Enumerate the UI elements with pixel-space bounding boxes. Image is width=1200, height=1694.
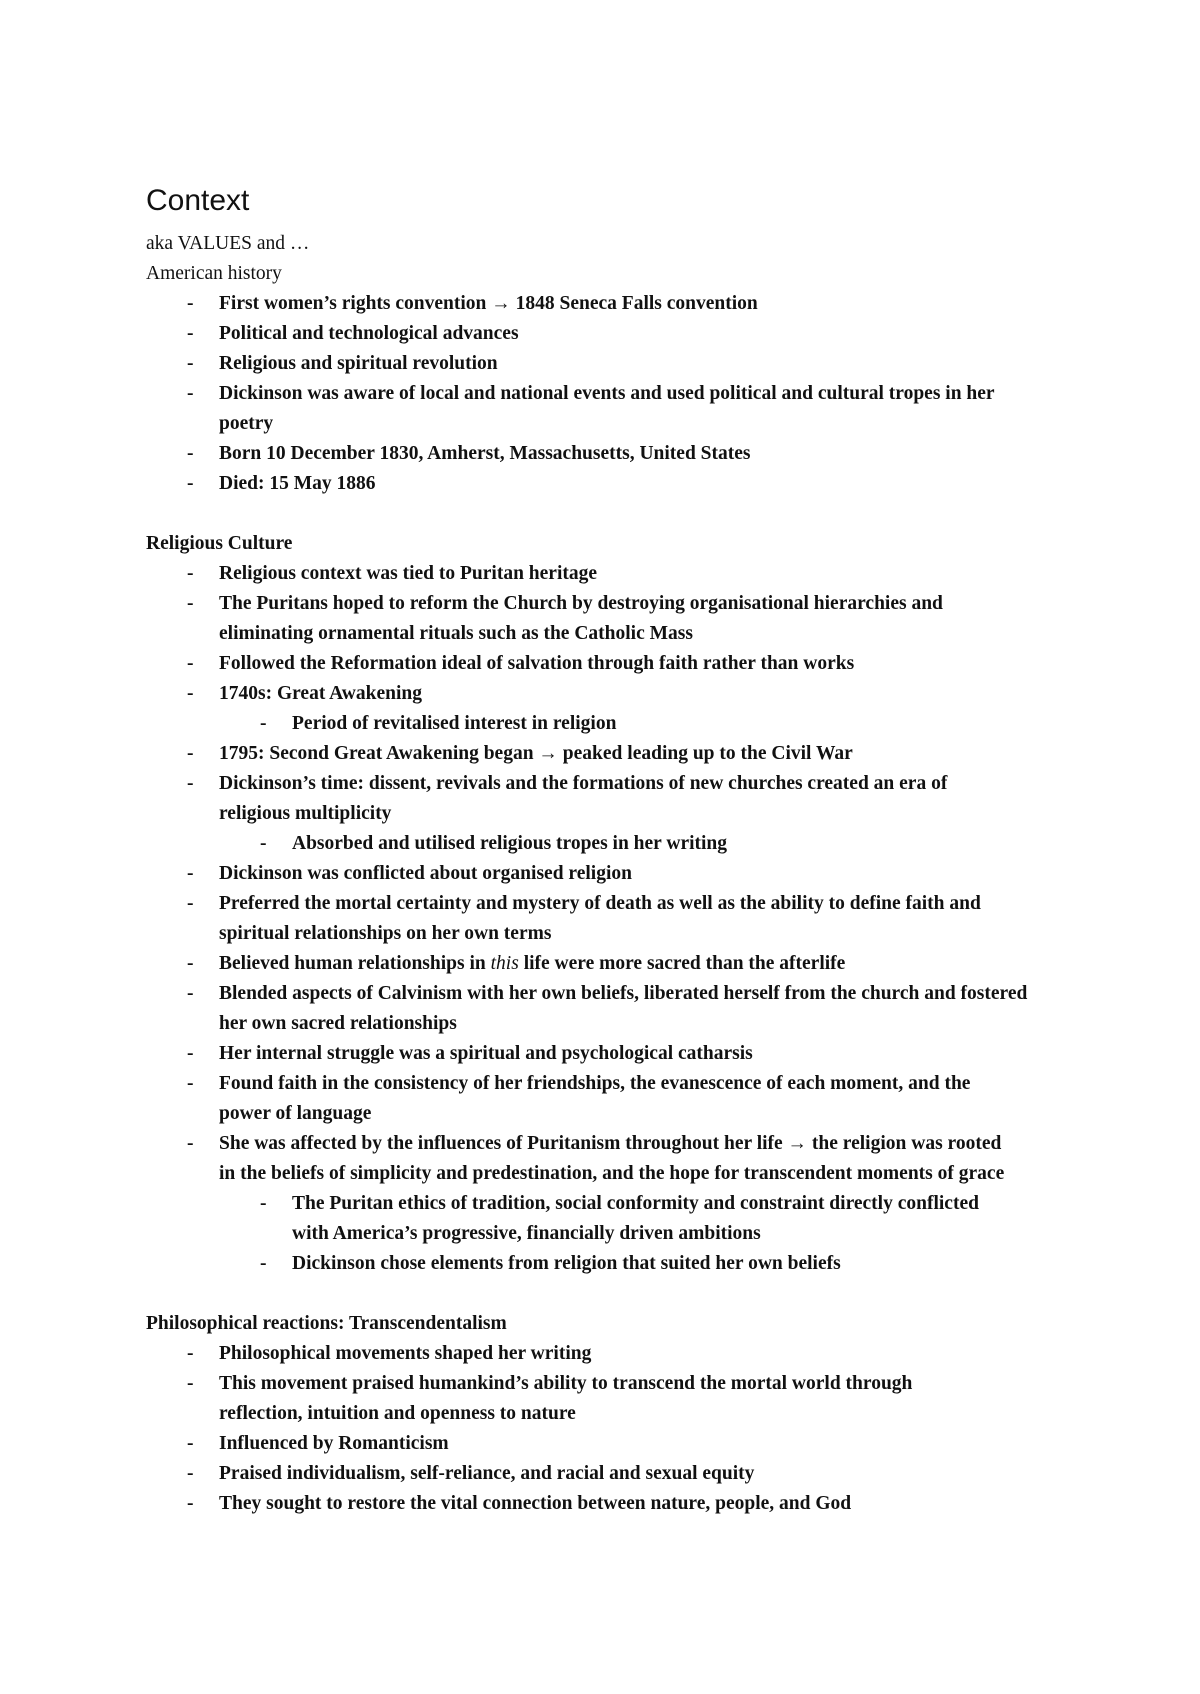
american-history-list <box>146 289 1086 499</box>
document-content <box>146 183 1086 1519</box>
list-item-text: - Dickinson’s time: dissent, revivals and the formations of new churches created an era of religious multiplicity <box>219 773 948 824</box>
sub-list-item: - Absorbed and utilised religious tropes in her writing <box>219 829 1086 859</box>
list-item: - Religious context was tied to Puritan heritage <box>146 559 1086 589</box>
sub-list <box>146 1189 1086 1279</box>
list-item: - Influenced by Romanticism <box>146 1429 1086 1459</box>
list-item: - 1795: Second Great Awakening began → peaked leading up to the Civil War <box>146 739 1086 769</box>
religious-culture-list <box>146 559 1086 1279</box>
list-item: - Praised individualism, self-reliance, and racial and sexual equity <box>146 1459 1086 1489</box>
sub-list-item: - The Puritan ethics of tradition, social conformity and constraint directly conflicted with America’s progressive, financially driven ambitions <box>219 1189 992 1249</box>
list-item: - The Puritans hoped to reform the Church by destroying organisational hierarchies and eliminating ornamental rituals such as the Catholic Mass <box>146 589 1019 649</box>
sub-list <box>146 829 1086 859</box>
sub-list <box>146 709 1086 739</box>
list-item <box>146 769 1086 859</box>
list-item: - Born 10 December 1830, Amherst, Massachusetts, United States <box>146 439 1086 469</box>
list-item: - Religious and spiritual revolution <box>146 349 1086 379</box>
list-item: - They sought to restore the vital connection between nature, people, and God <box>146 1489 1086 1519</box>
list-item: - Her internal struggle was a spiritual and psychological catharsis <box>146 1039 1086 1069</box>
list-item <box>146 679 1086 739</box>
philosophical-heading: Philosophical reactions: Transcendentalism <box>146 1313 507 1334</box>
page-title: Context <box>146 184 250 217</box>
list-item: - Dickinson was conflicted about organised religion <box>146 859 1086 889</box>
list-item: - Dickinson was aware of local and national events and used political and cultural tropes in her poetry <box>146 379 999 439</box>
list-item: - This movement praised humankind’s ability to transcend the mortal world through reflection, intuition and openness to nature <box>146 1369 999 1429</box>
list-item-text-post: life were more sacred than the afterlife <box>518 953 846 974</box>
sub-list-item: - Period of revitalised interest in religion <box>219 709 1086 739</box>
list-item <box>146 1129 1086 1279</box>
emphasis-text: this <box>490 953 519 974</box>
american-history-heading: American history <box>146 263 282 284</box>
list-item-text: 1740s: Great Awakening <box>219 683 422 704</box>
list-item: - First women’s rights convention → 1848 Seneca Falls convention <box>146 289 1086 319</box>
list-item-text: - She was affected by the influences of Puritanism throughout her life → the religion was rooted in the beliefs of simplicity and predestination, and the hope for transcendent moments of grace <box>219 1133 1005 1184</box>
sub-list-item: - Dickinson chose elements from religion that suited her own beliefs <box>219 1249 1086 1279</box>
aka-line: aka VALUES and … <box>146 233 310 254</box>
list-item: - Found faith in the consistency of her friendships, the evanescence of each moment, and the power of language <box>146 1069 1009 1129</box>
religious-culture-heading: Religious Culture <box>146 533 293 554</box>
list-item: - Died: 15 May 1886 <box>146 469 1086 499</box>
list-item-text-pre: Believed human relationships in <box>219 953 491 974</box>
philosophical-list <box>146 1339 1086 1519</box>
list-item: - Preferred the mortal certainty and mystery of death as well as the ability to define faith and spiritual relationships on her own terms <box>146 889 1009 949</box>
list-item: - Blended aspects of Calvinism with her own beliefs, liberated herself from the church and fostered her own sacred relationships <box>146 979 1029 1039</box>
list-item: - Philosophical movements shaped her writing <box>146 1339 1086 1369</box>
list-item <box>146 949 1086 979</box>
list-item: - Followed the Reformation ideal of salvation through faith rather than works <box>146 649 1086 679</box>
list-item: - Political and technological advances <box>146 319 1086 349</box>
